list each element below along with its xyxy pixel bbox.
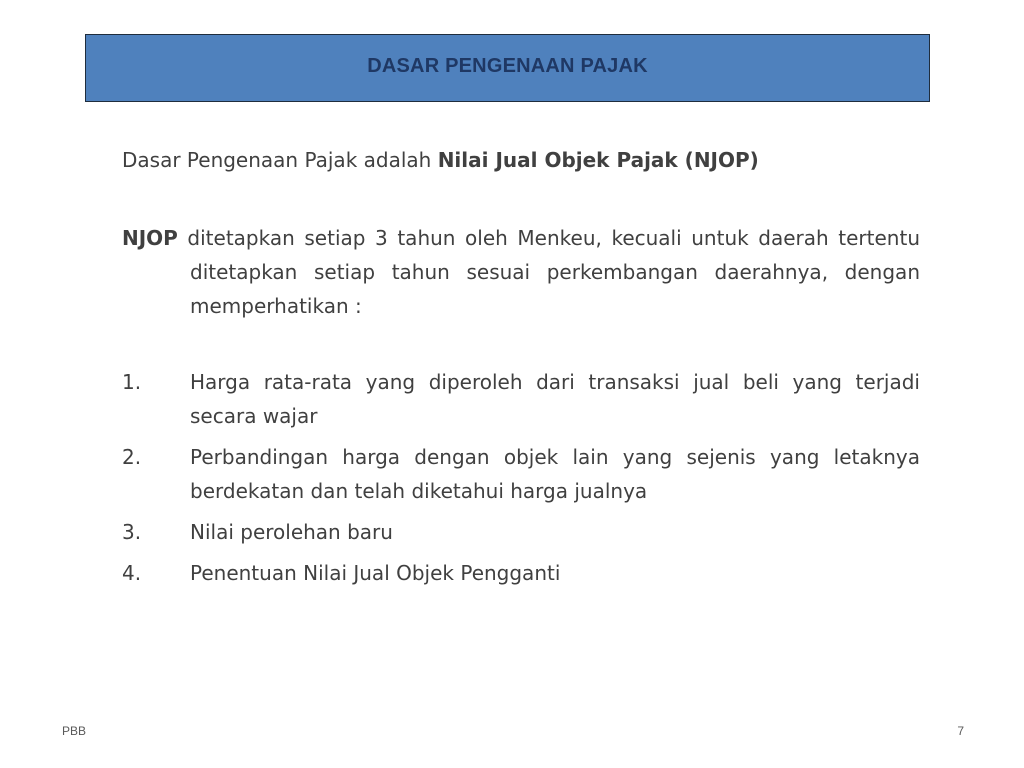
slide-title: DASAR PENGENAAN PAJAK — [367, 54, 648, 77]
list-number: 4. — [122, 561, 142, 585]
criteria-list — [122, 365, 920, 590]
njop-text: ditetapkan setiap 3 tahun oleh Menkeu, kecuali untuk daerah tertentu ditetapkan setiap tahun sesuai perkembangan daerahnya, dengan memperhatikan : — [177, 226, 920, 318]
list-text: Nilai perolehan baru — [190, 520, 393, 544]
list-number: 3. — [122, 520, 142, 544]
footer-label: PBB — [62, 724, 87, 738]
list-text: Harga rata-rata yang diperoleh dari transaksi jual beli yang terjadi secara wajar — [190, 370, 920, 428]
list-item — [122, 556, 920, 590]
list-number: 1. — [122, 370, 142, 394]
intro-prefix: Dasar Pengenaan Pajak adalah — [122, 148, 438, 172]
list-item — [122, 515, 920, 549]
list-text: Perbandingan harga dengan objek lain yang sejenis yang letaknya berdekatan dan telah diketahui harga jualnya — [190, 445, 920, 503]
list-item — [122, 440, 920, 508]
list-number: 2. — [122, 445, 142, 469]
slide-title-banner — [85, 34, 930, 102]
njop-paragraph — [122, 221, 920, 323]
slide-content — [122, 143, 920, 597]
intro-bold: Nilai Jual Objek Pajak (NJOP) — [437, 148, 759, 172]
list-item — [122, 365, 920, 433]
njop-bold: NJOP — [122, 226, 178, 250]
intro-paragraph — [122, 143, 920, 177]
list-text: Penentuan Nilai Jual Objek Pengganti — [190, 561, 561, 585]
page-number: 7 — [957, 724, 964, 738]
